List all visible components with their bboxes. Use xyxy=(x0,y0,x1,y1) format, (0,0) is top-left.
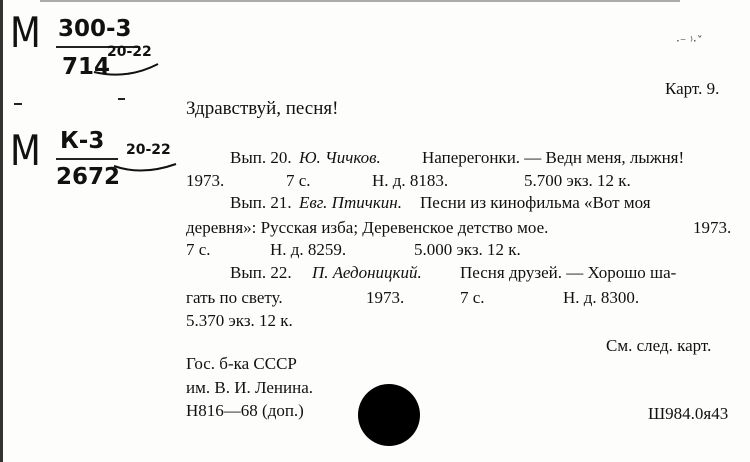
see-next-card: См. след. карт. xyxy=(606,336,712,355)
card-left-edge xyxy=(0,0,3,462)
issue21-titles-cont: деревня»: Русская изба; Деревенское детство мое. xyxy=(186,218,549,237)
issue21-author: Евг. Птичкин. xyxy=(299,193,402,212)
punch-hole xyxy=(358,384,420,446)
issue22-copies-price: 5.370 экз. 12 к. xyxy=(186,311,293,330)
library-card-code: Н816—68 (доп.) xyxy=(186,401,304,420)
handwritten-range-top: 20-22 xyxy=(107,44,152,60)
issue20-copies-price: 5.700 экз. 12 к. xyxy=(524,171,631,190)
issue21-pages: 7 с. xyxy=(186,240,211,259)
issue22-number: Вып. 22. xyxy=(230,263,292,282)
issue22-pages: 7 с. xyxy=(460,288,485,307)
issue21-plate-number: Н. д. 8259. xyxy=(270,240,347,259)
issue22-author: П. Аедоницкий. xyxy=(312,263,422,282)
handwritten-letter-bottom: М xyxy=(10,126,41,175)
card-top-edge xyxy=(40,0,680,2)
handwritten-range-bottom: 20-22 xyxy=(126,142,171,158)
handwritten-fraction-line-bottom xyxy=(56,158,118,160)
smudge-marks: ·⁻ ⁾·ˇ xyxy=(676,34,703,48)
issue22-titles: Песня друзей. — Хорошо ша- xyxy=(460,263,677,282)
issue21-titles: Песни из кинофильма «Вот моя xyxy=(420,193,651,212)
card-number-label: Карт. 9. xyxy=(665,79,720,98)
issue20-year: 1973. xyxy=(186,171,225,190)
handwritten-underline-top xyxy=(92,60,162,78)
handwritten-code-bottom: К-3 xyxy=(60,128,105,154)
card-title: Здравствуй, песня! xyxy=(186,98,339,119)
handwritten-number-bottom: 2672 xyxy=(56,164,121,190)
handwritten-underline-bottom xyxy=(112,158,182,176)
issue20-author: Ю. Чичков. xyxy=(299,148,381,167)
classification-code: Ш984.0я43 xyxy=(648,404,729,423)
issue21-number: Вып. 21. xyxy=(230,193,292,212)
margin-tick xyxy=(118,98,125,100)
issue21-year: 1973. xyxy=(693,218,732,237)
margin-tick xyxy=(14,103,22,105)
issue20-titles: Наперегонки. — Ведн меня, лыжня! xyxy=(422,148,685,167)
issue20-pages: 7 с. xyxy=(286,171,311,190)
issue20-number: Вып. 20. xyxy=(230,148,292,167)
handwritten-number-top: 714 xyxy=(62,54,111,80)
handwritten-letter-top: М xyxy=(10,8,41,57)
issue22-titles-cont: гать по свету. xyxy=(186,288,283,307)
issue20-plate-number: Н. д. 8183. xyxy=(372,171,449,190)
library-name-cont: им. В. И. Ленина. xyxy=(186,378,314,397)
issue21-copies-price: 5.000 экз. 12 к. xyxy=(414,240,521,259)
library-name: Гос. б-ка СССР xyxy=(186,354,297,373)
issue22-plate-number: Н. д. 8300. xyxy=(563,288,640,307)
handwritten-code-top: 300-3 xyxy=(58,16,132,42)
issue22-year: 1973. xyxy=(366,288,405,307)
